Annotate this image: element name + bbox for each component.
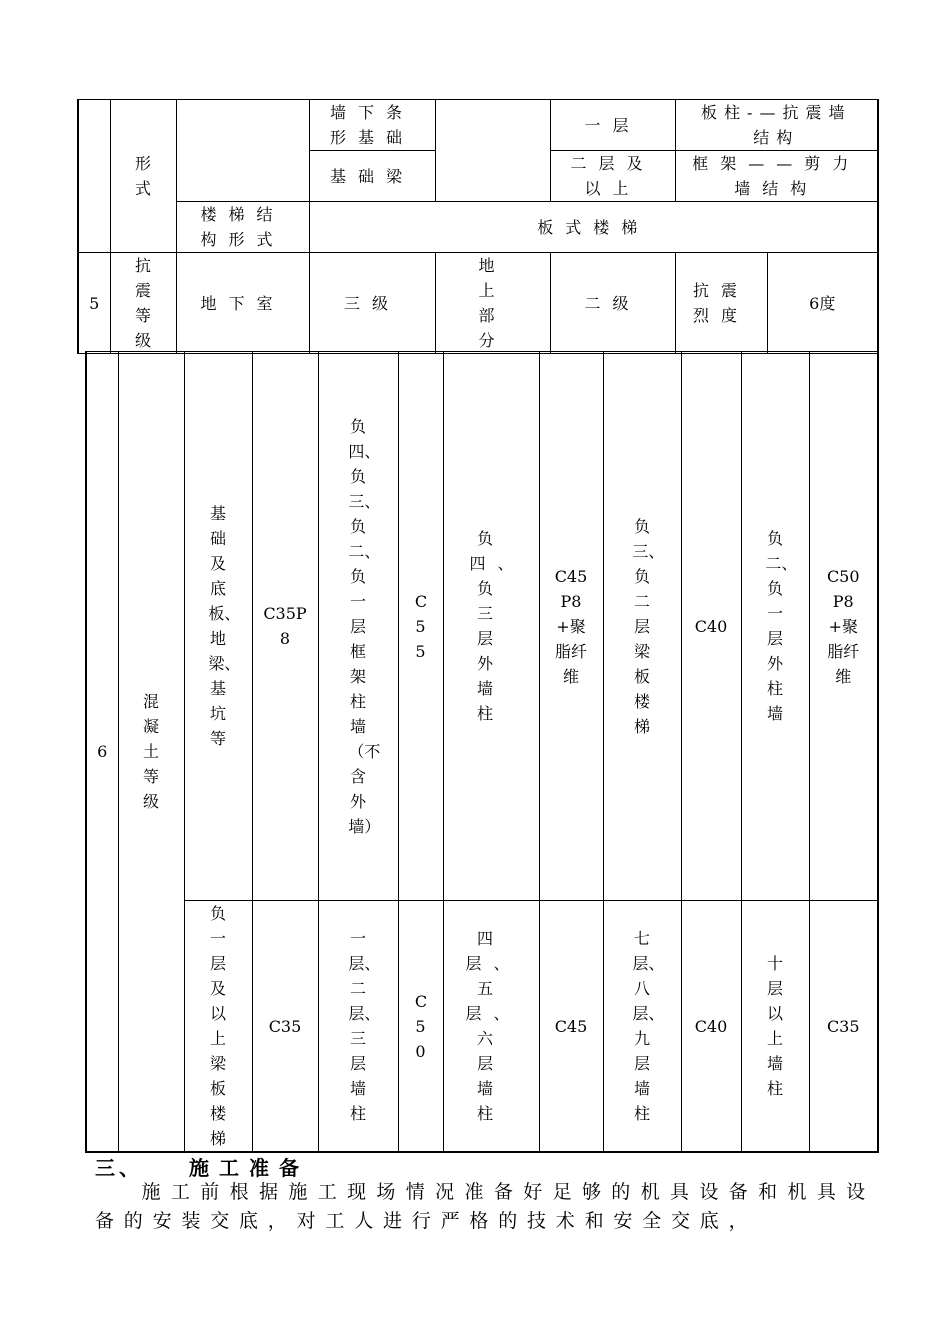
empty-cell: [435, 100, 550, 202]
above-ground-label-cell: 地上部分: [435, 253, 550, 354]
first-floor-cell: 一层: [550, 100, 675, 151]
concrete-part-cell: 负一层及以上梁板楼梯: [184, 901, 252, 1153]
concrete-label-cell: 混凝土等级: [118, 352, 184, 1153]
concrete-grade-cell: C50P8+聚脂纤维: [809, 352, 878, 901]
seismic-intensity-label-cell: 抗震烈度: [675, 253, 767, 354]
concrete-grade-cell: C45P8+聚脂纤维: [539, 352, 603, 901]
concrete-index-cell: 6: [86, 352, 118, 1153]
concrete-grade-table: [85, 351, 879, 1153]
concrete-grade-cell: C35: [809, 901, 878, 1153]
above-ground-grade-cell: 二级: [550, 253, 675, 354]
section-heading: [95, 1152, 309, 1181]
concrete-part-cell: 负三、负二层梁板楼梯: [603, 352, 681, 901]
first-floor-structure-cell: 板柱-—抗震墙结构: [675, 100, 878, 151]
concrete-grade-cell: C35: [252, 901, 318, 1153]
index-cell-empty: [78, 100, 110, 253]
strip-foundation-cell: 墙下条形基础: [309, 100, 435, 151]
concrete-grade-cell: C50: [398, 901, 443, 1153]
concrete-part-cell: 基础及底板、地梁、基坑等: [184, 352, 252, 901]
concrete-grade-cell: C55: [398, 352, 443, 901]
upper-floors-cell: 二层及以上: [550, 151, 675, 202]
concrete-grade-cell: C45: [539, 901, 603, 1153]
form-label-cell: 形式: [110, 100, 176, 253]
paragraph-text: 施工前根据施工现场情况准备好足够的机具设备和机具设备的安装交底，对工人进行严格的技术和安全交底，: [95, 1181, 875, 1232]
seismic-index-cell: 5: [78, 253, 110, 354]
empty-cell: [176, 100, 309, 202]
concrete-part-cell: 一层、二层、三层墙柱: [318, 901, 398, 1153]
concrete-grade-cell: C40: [681, 901, 741, 1153]
foundation-beam-cell: 基础梁: [309, 151, 435, 202]
seismic-intensity-value-cell: 6度: [767, 253, 878, 354]
section-number: 三、: [95, 1156, 143, 1180]
upper-floors-structure-cell: 框架——剪力墙结构: [675, 151, 878, 202]
concrete-part-cell: 负四、负三层外墙柱: [443, 352, 539, 901]
stair-form-value-cell: 板式楼梯: [309, 202, 878, 253]
seismic-label-cell: 抗震等级: [110, 253, 176, 354]
concrete-part-cell: 四层、五层、六层墙柱: [443, 901, 539, 1153]
concrete-part-cell: 十层以上墙柱: [741, 901, 809, 1153]
basement-grade-cell: 三级: [309, 253, 435, 354]
concrete-part-cell: 负四、负三、负二、负一层框架柱墙（不含外墙）: [318, 352, 398, 901]
structure-seismic-table: [77, 99, 879, 354]
basement-label-cell: 地下室: [176, 253, 309, 354]
concrete-part-cell: 七层、八层、九层墙柱: [603, 901, 681, 1153]
concrete-grade-cell: C40: [681, 352, 741, 901]
stair-form-label-cell: 楼梯结构形式: [176, 202, 309, 253]
section-title: 施工准备: [189, 1156, 309, 1180]
section-paragraph: [95, 1178, 875, 1236]
concrete-part-cell: 负二、负一层外柱墙: [741, 352, 809, 901]
concrete-grade-cell: C35P8: [252, 352, 318, 901]
